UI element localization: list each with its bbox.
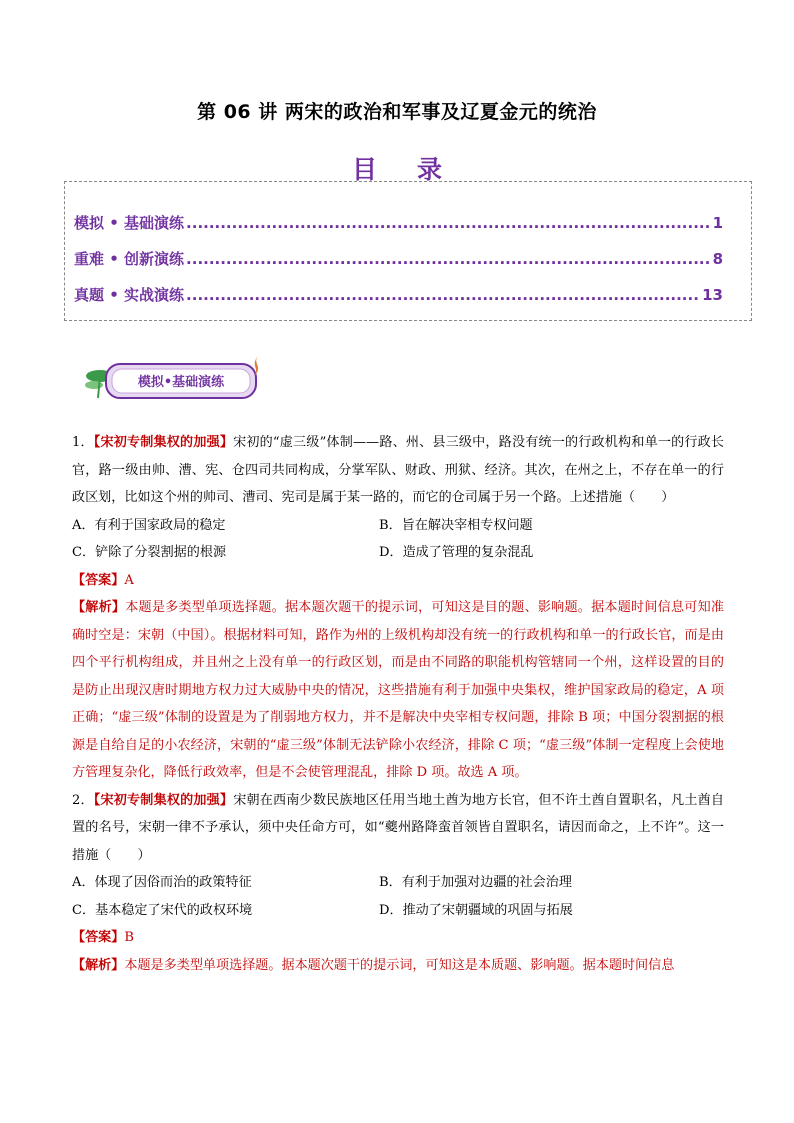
answer-value: A bbox=[124, 572, 134, 588]
answer-label: 【答案】 bbox=[72, 572, 125, 588]
option-a[interactable]: A．体现了因俗而治的政策特征 bbox=[72, 875, 252, 890]
option-b[interactable]: B．有利于加强对边疆的社会治理 bbox=[379, 875, 572, 890]
question-tag: 【宋初专制集权的加强】 bbox=[93, 792, 234, 808]
question-2-stem bbox=[72, 787, 724, 870]
option-a[interactable]: A．有利于国家政局的稳定 bbox=[72, 517, 226, 533]
toc-heading: 目录 bbox=[351, 155, 482, 184]
toc-item[interactable] bbox=[74, 212, 723, 233]
toc-item-page: 1 bbox=[712, 214, 723, 232]
section-badge bbox=[82, 352, 262, 404]
toc-leader-dots bbox=[186, 214, 711, 232]
toc-item-label: 模拟 • 基础演练 bbox=[74, 214, 185, 232]
question-tag: 【宋初专制集权的加强】 bbox=[93, 435, 234, 450]
question-2-options-row bbox=[72, 869, 724, 897]
option-d[interactable]: D．造成了管理的复杂混乱 bbox=[379, 545, 534, 560]
question-text: 宋朝在西南少数民族地区任用当地土酋为地方长官，但不许土酋自置职名，凡土酋自置的名号，宋朝一律不予承认，须中央任命方可，如“夔州路降蛮首领皆自置职名，请因而命之，上不许”。这一措施（ ） bbox=[72, 792, 724, 863]
toc-item-page: 8 bbox=[712, 250, 723, 268]
toc-item-label: 真题 • 实战演练 bbox=[74, 286, 185, 304]
toc-item[interactable] bbox=[74, 284, 723, 305]
question-1-stem bbox=[72, 429, 724, 512]
answer-value: B bbox=[124, 930, 134, 945]
toc-leader-dots bbox=[186, 250, 711, 268]
question-number: 2． bbox=[72, 792, 94, 808]
answer-label: 【答案】 bbox=[72, 930, 125, 945]
question-1-options-row bbox=[72, 539, 724, 567]
question-1-options-row bbox=[72, 512, 724, 540]
toc-item-page: 13 bbox=[702, 286, 723, 304]
option-b[interactable]: B．旨在解决宰相专权问题 bbox=[379, 517, 533, 533]
analysis-label: 【解析】 bbox=[72, 957, 125, 973]
option-d[interactable]: D．推动了宋朝疆域的巩固与拓展 bbox=[379, 902, 573, 918]
table-of-contents bbox=[64, 181, 752, 321]
question-text: 宋初的“虚三级”体制——路、州、县三级中，路没有统一的行政机构和单一的行政长官，路一级由帅、漕、宪、仓四司共同构成，分掌军队、财政、刑狱、经济。其次，在州之上，不存在单一的行政区划，比如这个州的帅司、漕司、宪司是属于某一路的，而它的仓司属于另一个路。上述措施（ ） bbox=[72, 435, 724, 505]
question-2-analysis bbox=[72, 952, 724, 980]
question-2-answer bbox=[72, 924, 724, 952]
questions bbox=[72, 429, 724, 979]
option-c[interactable]: C．基本稳定了宋代的政权环境 bbox=[72, 902, 253, 918]
toc-item-label: 重难 • 创新演练 bbox=[74, 250, 185, 268]
document-title: 第 06 讲 两宋的政治和军事及辽夏金元的统治 bbox=[197, 101, 597, 123]
question-1-answer bbox=[72, 567, 724, 595]
badge-label: 模拟•基础演练 bbox=[137, 375, 225, 390]
option-c[interactable]: C．铲除了分裂割据的根源 bbox=[72, 545, 227, 560]
question-2-options-row bbox=[72, 897, 724, 925]
analysis-label: 【解析】 bbox=[72, 600, 126, 615]
analysis-text: 本题是多类型单项选择题。据本题次题干的提示词，可知这是本质题、影响题。据本题时间信息 bbox=[124, 957, 675, 973]
toc-leader-dots bbox=[186, 286, 700, 304]
question-1-analysis bbox=[72, 594, 724, 787]
toc-item[interactable] bbox=[74, 248, 723, 269]
question-number: 1． bbox=[72, 435, 94, 450]
analysis-text: 本题是多类型单项选择题。据本题次题干的提示词，可知这是目的题、影响题。据本题时间信息可知准确时空是：宋朝（中国）。根据材料可知，路作为州的上级机构却没有统一的行政机构和单一的行政长官，而是由四个平行机构组成，并且州之上没有单一的行政区划，而是由不同路的职能机构管辖同一个州，这样设置的目的是防止出现汉唐时期地方权力过大威胁中央的情况，这些措施有利于加强中央集权，维护国家政局的稳定，A 项正确；“虚三级”体制的设置是为了削弱地方权力，并不是解决中央宰相专权问题，排除 B 项；中国分裂割据的根源是自给自足的小农经济，宋朝的“虚三级”体制无法铲除小农经济，排除 C 项；“虚三级”体制一定程度上会使地方管理复杂化，降低行政效率，但是不会使管理混乱，排除 D 项。故选 A 项。 bbox=[72, 600, 725, 780]
